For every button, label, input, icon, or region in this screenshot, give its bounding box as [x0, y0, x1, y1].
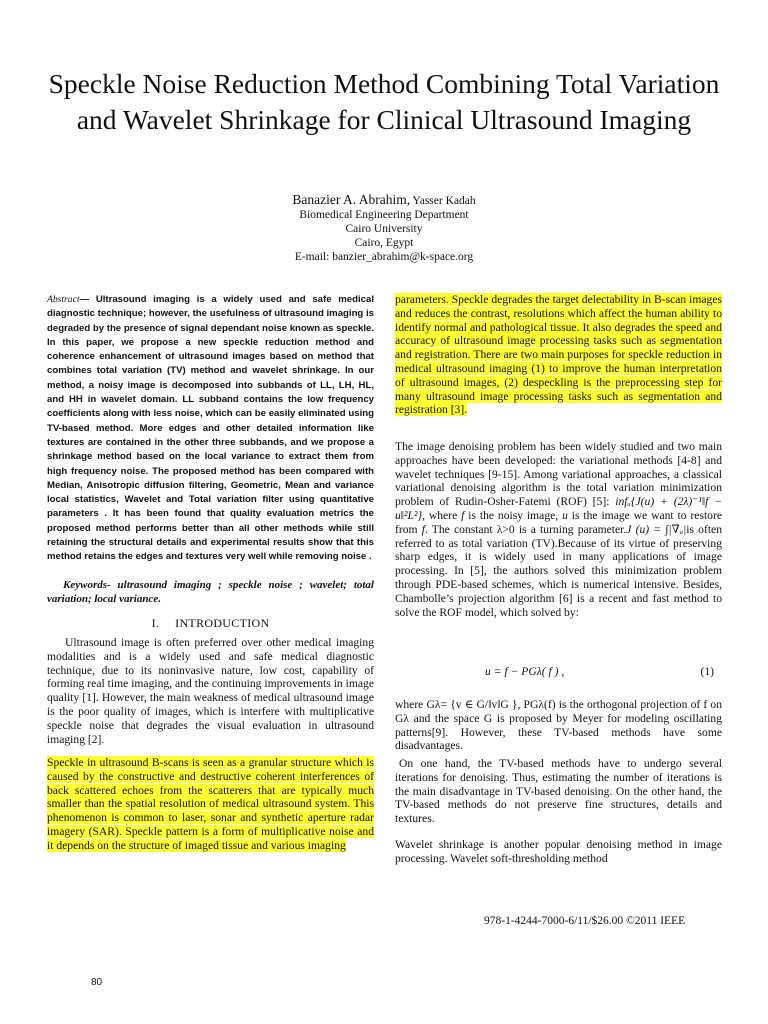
highlighted-text: Speckle in ultrasound B-scans is seen as a granular structure which is caused by the constructive and destructive coherent interferences of back scattered echoes from the scatterers that are typically much smaller than the spatial resolution of medical ultrasound system. This phenomenon is common to laser, sonar and synthetic aperture radar imagery (SAR). Speckle pattern is a form of multiplicative noise and it depends on the structure of imaged tissue and various imaging [47, 756, 374, 852]
rof-formula: infᵤ{J(u) + (2λ)⁻¹‖f − u‖²L²} [395, 495, 722, 522]
abstract-dash: — [79, 294, 96, 305]
author-location: Cairo, Egypt [354, 237, 414, 249]
abstract-text: Ultrasound imaging is a widely used and safe medical diagnostic technique; however, the usefulness of ultrasound imaging is degraded by the presence of signal dependant noise known as speckle. In this paper, we propose a new speckle reduction method and coherence enhancement of ultrasound images based on method that combines total variation (TV) method and wavelet shrinkage. In our method, a noisy image is decomposed into subbands of LL, LH, HL, and HH in wavelet domain. LL subband contains the low frequency coefficients along with less noise, which can be easily eliminated using TV-based method. More edges and other detailed information like textures are contained in the other three subbands, and we propose a shrinkage method based on the local variance to extract them from high frequency noise. The proposed method has been compared with Median, Anisotropic diffusion filtering, Geometric, Mean and variance local statistics, Wavelet and Total variation filter using quantitative parameters . It has been found that quality evaluation metrics the proposed method performs better than all other methods while still retaining the structural details and experimental results show that this method retains the edges and textures very well while removing noise . [47, 294, 374, 563]
tv-formula: J (u) = ∫|∇ᵤ| [626, 522, 687, 536]
author-primary: Banazier A. Abrahim, [292, 192, 411, 207]
author-university: Cairo University [345, 223, 423, 235]
text-run: λ= {v ∈ G/‖v‖G }, P [434, 698, 531, 711]
author-names [184, 193, 584, 208]
paragraph-intro: Ultrasound image is often preferred over other medical imaging modalities and is a widely used and safe medical diagnostic technique, due to its noninvasive nature, low cost, capability of forming real time imaging, and the continuing improvements in image quality [1]. However, the main weakness of medical ultrasound image is the poor quality of images, which is interfere with multiplicative speckle noise that degrades the visual evaluation in ultrasound imaging [2]. [47, 636, 374, 746]
text-run: is the noisy image, [464, 508, 563, 522]
equation-number: (1) [700, 665, 714, 678]
paragraph-wavelet: Wavelet shrinkage is another popular denoising method in image processing. Wavelet soft-thresholding method [395, 838, 722, 865]
paragraph-speckle [47, 756, 374, 853]
text-run: where G [395, 698, 435, 711]
paragraph-parameters [395, 293, 722, 417]
author-secondary: Yasser Kadah [410, 195, 476, 207]
equation-expression: u = f − PGλ( f ) , [485, 665, 565, 678]
author-department: Biomedical Engineering Department [299, 209, 469, 221]
abstract [47, 293, 374, 565]
author-block [184, 193, 584, 264]
text-run: . The constant λ>0 is a turning parameter. [424, 522, 627, 536]
keywords: Keywords- ultrasound imaging ; speckle noise ; wavelet; total variation; local variance. [47, 579, 374, 605]
section-heading [47, 616, 374, 631]
section-title: INTRODUCTION [175, 616, 270, 630]
section-number: I. [151, 616, 160, 630]
symbol-f: f [421, 522, 425, 536]
text-run: Gλ(f) is the orthogonal projection of f on Gλ and the space G is proposed by Meyer for modeling oscillating patterns[9]. However, these TV-based methods have some disadvantages. [395, 698, 723, 753]
symbol-f: f [461, 508, 465, 522]
copyright-notice: 978-1-4244-7000-6/11/$26.00 ©2011 IEEE [484, 915, 686, 927]
paragraph-denoising [395, 440, 722, 619]
highlighted-text: parameters. Speckle degrades the target delectability in B-scan images and reduces the contrast, resolutions which affect the human ability to identify normal and pathological tissue. It also degrades the speed and accuracy of ultrasound image processing tasks such as segmentation and registration. There are two main purposes for speckle reduction in medical ultrasound imaging (1) to improve the human interpretation of ultrasound images, (2) despeckling is the preprocessing step for many ultrasound image processing tasks such as segmentation and registration [3]. [395, 293, 722, 417]
text-run: is the image we want to restore from [395, 508, 722, 536]
paragraph-where [395, 698, 722, 753]
page-number: 80 [91, 977, 103, 988]
text-run: , where [422, 508, 462, 522]
text-run: The image denoising problem has been widely studied and two main approaches have been developed: the variational methods [4-8] and wavelet techniques [9-15]. Among variational approaches, a classical variational denoising algorithm is the total variation minimization problem of Rudin-Osher-Fatemi (ROF) [5]: [395, 440, 722, 509]
author-email: E-mail: banzier_abrahim@k-space.org [294, 251, 474, 263]
symbol-u: u [562, 508, 568, 522]
paper-title: Speckle Noise Reduction Method Combining Total Variation and Wavelet Shrinkage for Clinical Ultrasound Imaging [48, 68, 720, 135]
paragraph-tv-disadvantages: On one hand, the TV-based methods have to undergo several iterations for denoising. Thus, estimating the number of iterations is the main disadvantage in TV-based denoising. On the other hand, the TV-based methods do not preserve fine structures, details and textures. [395, 757, 722, 826]
text-run: is often referred to as total variation (TV).Because of its virtue of preserving sharp edges, it is widely used in many applications of image processing. In [5], the authors solved this minimization problem through PDE-based schemes, which is numerical intensive. Besides, Chambolle’s projection algorithm [6] is a recent and fast method to solve the ROF model, which solved by: [395, 522, 723, 619]
abstract-lead: Abstract [47, 294, 80, 305]
